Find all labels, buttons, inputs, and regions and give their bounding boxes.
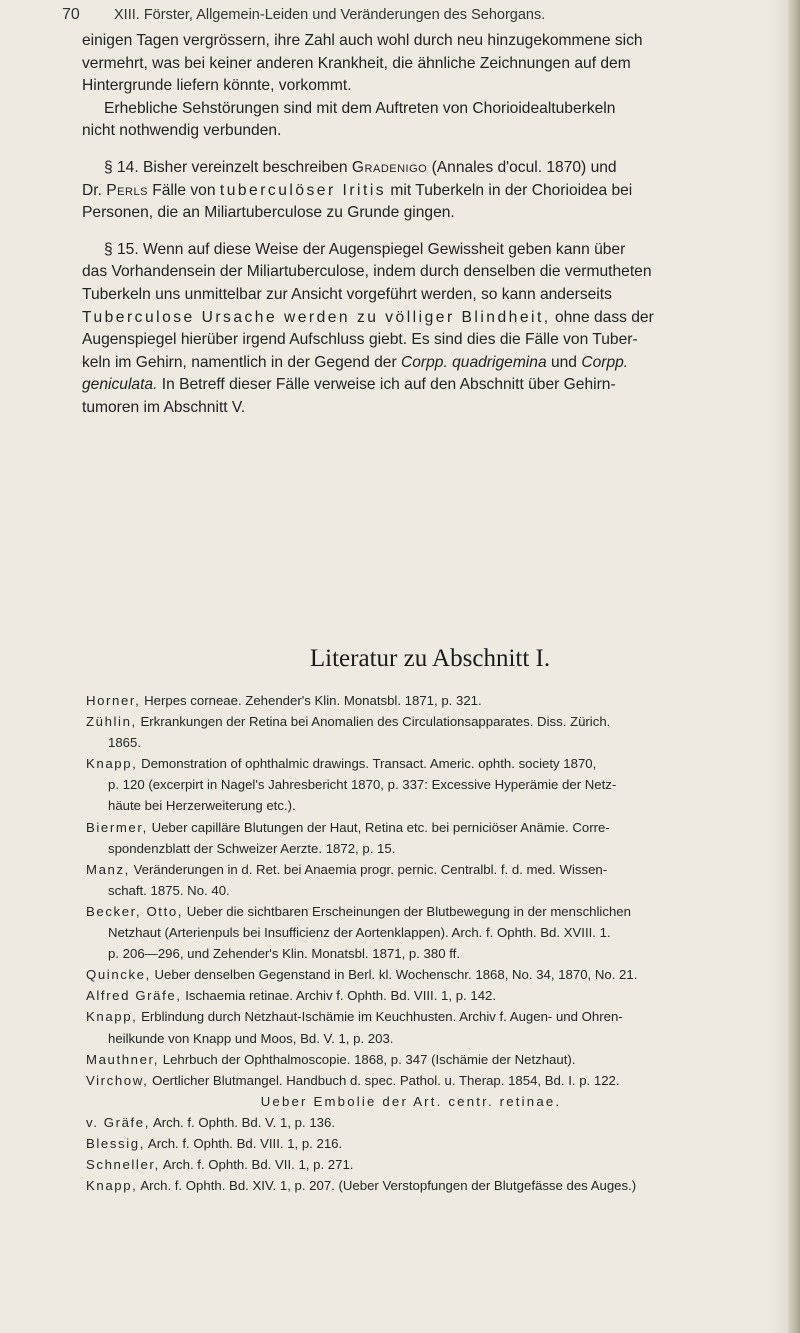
reference-author: Virchow,	[86, 1072, 149, 1088]
emphasis-text: Tuberculose Ursache werden zu völliger Blindheit,	[82, 308, 551, 326]
reference-entry: Virchow, Oertlicher Blutmangel. Handbuch d. spec. Pathol. u. Therap. 1854, Bd. I. p. 122.	[86, 1072, 620, 1088]
reference-entry: Horner, Herpes corneae. Zehender's Klin. Monatsbl. 1871, p. 321.	[86, 693, 482, 708]
reference-entry: Knapp, Arch. f. Ophth. Bd. XIV. 1, p. 207. (Ueber Verstopfungen der Blutgefässe des Auges.)	[86, 1178, 637, 1194]
reference-author: Blessig,	[86, 1135, 145, 1151]
reference-author: Biermer,	[86, 819, 148, 835]
author-name: Gradenigo	[351, 158, 428, 176]
emphasis-text: tuberculöser Iritis	[219, 181, 387, 199]
paragraph-sehstoerungen	[82, 98, 766, 143]
section-14	[82, 157, 766, 225]
text-line: § 14. Bisher vereinzelt beschreiben Gradenigo (Annales d'ocul. 1870) und	[104, 158, 617, 176]
text-line: Hintergrunde liefern könnte, vorkommt.	[82, 77, 352, 95]
reference-entry: v. Gräfe, Arch. f. Ophth. Bd. V. 1, p. 136.	[86, 1114, 335, 1130]
text-line: Erhebliche Sehstörungen sind mit dem Auftreten von Chorioidealtuberkeln	[104, 99, 616, 117]
reference-author: Knapp,	[86, 1178, 138, 1194]
text-line: tumoren im Abschnitt V.	[82, 398, 246, 416]
running-head-title: XIII. Förster, Allgemein-Leiden und Veränderungen des Sehorgans.	[114, 7, 546, 23]
page-number: 70	[62, 6, 80, 23]
author-name: Perls	[106, 181, 148, 199]
reference-author: Quincke,	[86, 967, 151, 983]
reference-entry: Knapp, Erblindung durch Netzhaut-Ischämie im Keuchhusten. Archiv f. Augen- und Ohren- heilkunde von Knapp und Moos, Bd. V. 1, p. 203.	[86, 1009, 623, 1046]
reference-entry: Knapp, Demonstration of ophthalmic drawings. Transact. Americ. ophth. society 1870, p. 120 (excerpirt in Nagel's Jahresbericht 1870, p. 337: Excessive Hyperämie der Netz- häute bei Herzerweiterung etc.).	[86, 756, 617, 814]
text-line: keln im Gehirn, namentlich in der Gegend der Corpp. quadrigemina und Corpp.	[82, 353, 629, 371]
literature-heading: Literatur zu Abschnitt I.	[309, 645, 551, 672]
section-15	[82, 239, 766, 420]
reference-entry: Schneller, Arch. f. Ophth. Bd. VII. 1, p. 271.	[86, 1157, 354, 1173]
reference-author: Knapp,	[86, 1009, 138, 1025]
reference-entry: Quincke, Ueber denselben Gegenstand in Berl. kl. Wochenschr. 1868, No. 34, 1870, No. 21.	[86, 967, 638, 983]
reference-author: Zühlin,	[86, 714, 137, 730]
text-line: Personen, die an Miliartuberculose zu Grunde gingen.	[82, 204, 455, 222]
reference-subheading: Ueber Embolie der Art. centr. retinae.	[260, 1093, 562, 1109]
text-line: Tuberkeln uns unmittelbar zur Ansicht vorgeführt werden, so kann anderseits	[82, 285, 612, 303]
running-header	[62, 6, 762, 24]
reference-author: Becker, Otto,	[86, 903, 184, 919]
reference-author: Schneller,	[86, 1157, 160, 1173]
text-line: das Vorhandensein der Miliartuberculose, indem durch denselben die vermutheten	[82, 263, 652, 281]
text-line: Tuberculose Ursache werden zu völliger Blindheit, ohne dass der	[82, 308, 654, 326]
main-text	[82, 30, 766, 420]
text-line: nicht nothwendig verbunden.	[82, 122, 282, 140]
text-line: Dr. Perls Fälle von tuberculöser Iritis mit Tuberkeln in der Chorioidea bei	[82, 181, 633, 199]
reference-entry: Biermer, Ueber capilläre Blutungen der Haut, Retina etc. bei perniciöser Anämie. Corre- spondenzblatt der Schweizer Aerzte. 1872, p. 15.	[86, 819, 610, 856]
latin-term: geniculata.	[82, 376, 158, 394]
reference-author: Alfred Gräfe,	[86, 988, 182, 1004]
text-line: Augenspiegel hierüber irgend Aufschluss giebt. Es sind dies die Fälle von Tuber-	[82, 331, 638, 349]
reference-author: v. Gräfe,	[86, 1114, 150, 1130]
reference-author: Knapp,	[86, 756, 138, 772]
reference-author: Mauthner,	[86, 1051, 160, 1067]
reference-list	[86, 690, 766, 1196]
latin-term: Corpp. quadrigemina	[400, 353, 547, 371]
text-line: einigen Tagen vergrössern, ihre Zahl auch wohl durch neu hinzugekommene sich	[82, 32, 643, 49]
reference-entry: Mauthner, Lehrbuch der Ophthalmoscopie. 1868, p. 347 (Ischämie der Netzhaut).	[86, 1051, 576, 1067]
latin-term: Corpp.	[581, 353, 629, 371]
text-line: § 15. Wenn auf diese Weise der Augenspiegel Gewissheit geben kann über	[104, 240, 626, 258]
reference-entry: Zühlin, Erkrankungen der Retina bei Anomalien des Circulationsapparates. Diss. Zürich. 1865.	[86, 714, 611, 751]
text-line: geniculata. In Betreff dieser Fälle verweise ich auf den Abschnitt über Gehirn-	[82, 376, 616, 394]
reference-entry: Blessig, Arch. f. Ophth. Bd. VIII. 1, p. 216.	[86, 1135, 343, 1151]
reference-entry: Alfred Gräfe, Ischaemia retinae. Archiv f. Ophth. Bd. VIII. 1, p. 142.	[86, 988, 497, 1004]
paragraph-continuation	[82, 30, 766, 98]
text-line: vermehrt, was bei keiner anderen Krankheit, die ähnliche Zeichnungen auf dem	[82, 54, 631, 72]
reference-author: Horner,	[86, 693, 141, 708]
reference-entry: Becker, Otto, Ueber die sichtbaren Erscheinungen der Blutbewegung in der menschlichen Netzhaut (Arterienpuls bei Insufficienz der Aortenklappen). Arch. f. Ophth. Bd. XVIII. 1. p. 206—296, und Zehender's Klin. Monatsbl. 1871, p. 380 ff.	[86, 903, 631, 962]
reference-author: Manz,	[86, 861, 130, 877]
reference-entry: Manz, Veränderungen in d. Ret. bei Anaemia progr. pernic. Centralbl. f. d. med. Wissen- schaft. 1875. No. 40.	[86, 861, 608, 898]
